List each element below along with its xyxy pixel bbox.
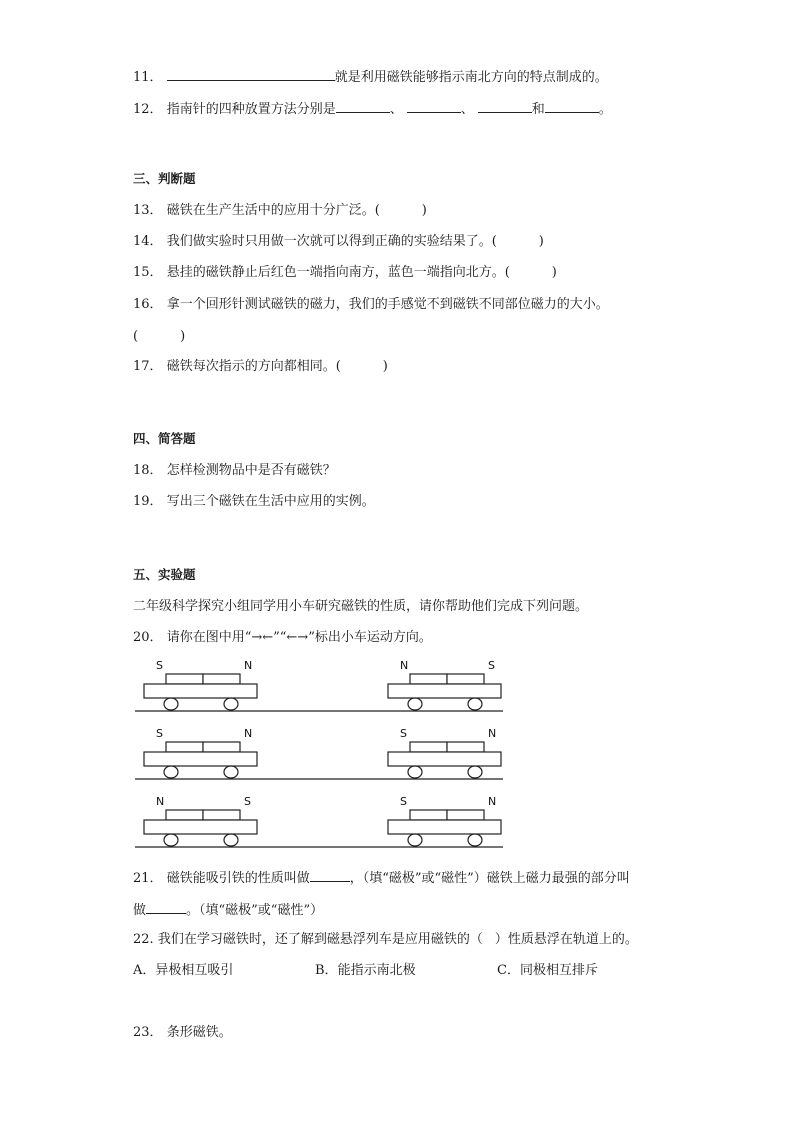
question-number: 18． <box>133 463 163 478</box>
option-text: 异极相互吸引 <box>155 963 234 978</box>
question-text: 我们做实验时只用做一次就可以得到正确的实验结果了。( <box>166 234 497 249</box>
separator: 、 <box>460 102 474 117</box>
question-number: 14． <box>133 234 163 249</box>
magnet-half <box>410 674 447 684</box>
pole-label: N <box>244 727 253 740</box>
wheel <box>164 698 178 710</box>
question-23 <box>133 1024 232 1042</box>
question-16-answer <box>133 328 185 346</box>
wheel <box>408 834 422 846</box>
question-text: 我们在学习磁铁时，还了解到磁悬浮列车是应用磁铁的（ <box>157 932 483 947</box>
question-15 <box>133 264 557 282</box>
option-c[interactable] <box>497 962 598 980</box>
magnet-half <box>203 742 240 752</box>
cart-left <box>144 727 257 778</box>
magnet-half <box>447 674 484 684</box>
question-text: 写出三个磁铁在生活中应用的实例。 <box>166 494 375 509</box>
wheel <box>408 698 422 710</box>
cart-row <box>135 727 503 779</box>
pole-label: N <box>400 659 409 672</box>
close-paren: ) <box>421 203 427 218</box>
question-text: 请你在图中用“→←”“←→”标出小车运动方向。 <box>166 630 432 645</box>
magnet-half <box>166 810 203 820</box>
cart-right <box>388 727 501 778</box>
close-paren: ) <box>538 234 544 249</box>
option-a[interactable] <box>133 962 315 980</box>
question-number: 21． <box>133 871 163 886</box>
question-number: 17． <box>133 359 163 374</box>
question-14 <box>133 233 544 251</box>
question-text: 怎样检测物品中是否有磁铁？ <box>166 463 336 478</box>
conjunction: 和 <box>531 102 545 117</box>
question-text: ）性质悬浮在轨道上的。 <box>494 932 638 947</box>
question-text: 磁铁每次指示的方向都相同。( <box>166 359 341 374</box>
cart-right <box>388 659 501 710</box>
magnet-half <box>410 810 447 820</box>
cart-row <box>135 795 503 847</box>
wheel <box>164 834 178 846</box>
question-21-cont <box>133 899 323 920</box>
question-text: 拿一个回形针测试磁铁的磁力，我们的手感觉不到磁铁不同部位磁力的大小。 <box>166 297 609 312</box>
question-text: 悬挂的磁铁静止后红色一端指向南方，蓝色一端指向北方。( <box>166 265 510 280</box>
question-text: 磁铁能吸引铁的性质叫做 <box>166 871 310 886</box>
pole-label: S <box>400 795 407 808</box>
open-paren: ( <box>133 329 139 344</box>
question-text: 做 <box>133 903 147 918</box>
question-16 <box>133 296 609 314</box>
close-paren: ) <box>180 329 186 344</box>
cart-right <box>388 795 501 846</box>
wheel <box>224 766 238 778</box>
question-number: 16． <box>133 297 163 312</box>
question-text: 条形磁铁。 <box>166 1025 232 1040</box>
answer-blank-2[interactable] <box>146 899 186 914</box>
magnet-cart-diagram <box>133 655 513 855</box>
wheel <box>468 698 482 710</box>
question-18 <box>133 462 336 480</box>
answer-blank-4[interactable] <box>545 98 599 113</box>
answer-blank-2[interactable] <box>407 98 461 113</box>
question-text: 指南针的四种放置方法分别是 <box>166 102 336 117</box>
question-20 <box>133 629 432 647</box>
question-number: 13． <box>133 203 163 218</box>
option-b[interactable] <box>315 962 497 980</box>
section-heading-judgment: 三、判断题 <box>133 171 196 186</box>
cart-body <box>388 684 501 698</box>
pole-label: S <box>156 727 163 740</box>
magnet-half <box>203 674 240 684</box>
cart-row <box>135 659 503 711</box>
option-label: C． <box>497 963 520 978</box>
question-19 <box>133 493 375 511</box>
cart-body <box>144 752 257 766</box>
answer-blank-3[interactable] <box>478 98 532 113</box>
pole-label: N <box>156 795 165 808</box>
option-label: B． <box>315 963 338 978</box>
cart-left <box>144 659 257 710</box>
magnet-half <box>166 674 203 684</box>
question-21 <box>133 867 630 888</box>
question-11 <box>133 66 608 87</box>
question-22-options <box>133 962 598 980</box>
magnet-half <box>410 742 447 752</box>
close-paren: ) <box>551 265 557 280</box>
pole-label: N <box>488 795 497 808</box>
section-heading-experiment: 五、实验题 <box>133 567 196 582</box>
question-text: 。（填“磁极”或“磁性”） <box>186 903 324 918</box>
pole-label: S <box>244 795 251 808</box>
question-12 <box>133 98 612 119</box>
question-17 <box>133 358 388 376</box>
question-number: 11． <box>133 70 163 85</box>
magnet-half <box>203 810 240 820</box>
question-number: 15． <box>133 265 163 280</box>
separator: 、 <box>389 102 403 117</box>
pole-label: S <box>488 659 495 672</box>
close-paren: ) <box>382 359 388 374</box>
answer-blank-1[interactable] <box>310 867 350 882</box>
question-text: 就是利用磁铁能够指示南北方向的特点制成的。 <box>334 70 608 85</box>
question-number: 22. <box>133 932 154 947</box>
cart-body <box>144 820 257 834</box>
question-number: 19． <box>133 494 163 509</box>
question-number: 23． <box>133 1025 163 1040</box>
option-text: 同极相互排斥 <box>519 963 598 978</box>
question-text: ，（填“磁极”或“磁性”）磁铁上磁力最强的部分叫 <box>349 871 630 886</box>
option-label: A． <box>133 963 156 978</box>
pole-label: S <box>400 727 407 740</box>
option-text: 能指示南北极 <box>337 963 416 978</box>
wheel <box>468 834 482 846</box>
wheel <box>224 698 238 710</box>
answer-blank[interactable] <box>167 66 335 81</box>
cart-body <box>388 752 501 766</box>
wheel <box>164 766 178 778</box>
magnet-half <box>447 810 484 820</box>
question-13 <box>133 202 427 220</box>
section-heading-short-answer: 四、简答题 <box>133 431 196 446</box>
answer-blank-1[interactable] <box>336 98 390 113</box>
pole-label: S <box>156 659 163 672</box>
wheel <box>468 766 482 778</box>
magnet-half <box>447 742 484 752</box>
pole-label: N <box>244 659 253 672</box>
pole-label: N <box>488 727 497 740</box>
question-text: 磁铁在生产生活中的应用十分广泛。( <box>166 203 380 218</box>
question-number: 12． <box>133 102 163 117</box>
question-number: 20． <box>133 630 163 645</box>
cart-left <box>144 795 257 846</box>
question-22 <box>133 931 638 949</box>
magnet-half <box>166 742 203 752</box>
wheel <box>408 766 422 778</box>
cart-body <box>388 820 501 834</box>
period: 。 <box>598 102 612 117</box>
cart-body <box>144 684 257 698</box>
experiment-intro: 二年级科学探究小组同学用小车研究磁铁的性质，请你帮助他们完成下列问题。 <box>133 599 589 614</box>
wheel <box>224 834 238 846</box>
